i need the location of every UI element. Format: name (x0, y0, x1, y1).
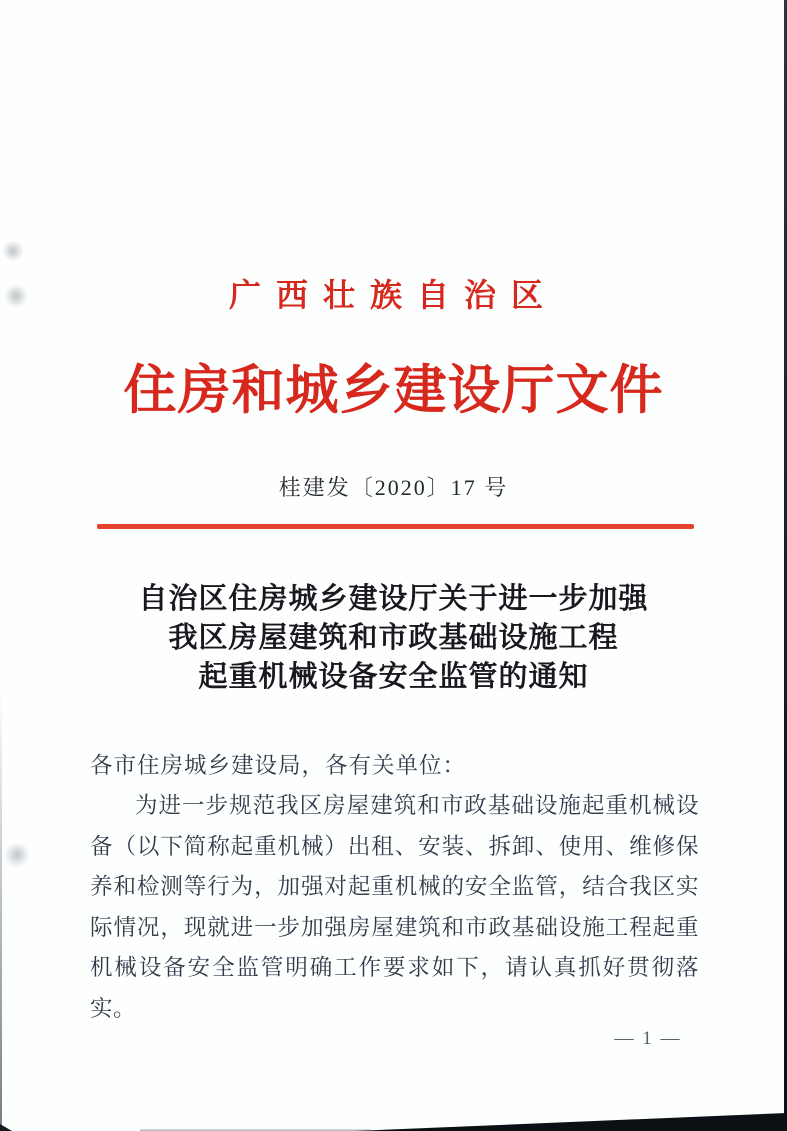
scan-smudge (4, 284, 28, 308)
letterhead-org-title: 住房和城乡建设厅文件 (123, 362, 664, 420)
document-number: 桂建发〔2020〕17 号 (278, 475, 509, 500)
scan-corner-wedge-left (0, 1124, 12, 1131)
body-paragraph: 为进一步规范我区房屋建筑和市政基础设施起重机械设备（以下简称起重机械）出租、安装、拆卸、使用、维修保养和检测等行为，加强对起重机械的安全监管，结合我区实际情况，现就进一步加强房屋建筑和市政基础设施工程起重机械设备安全监管明确工作要求如下，请认真抓好贯彻落实。 (90, 793, 699, 1021)
document-title (0, 580, 787, 697)
salutation-line: 各市住房城乡建设局，各有关单位： (90, 753, 467, 778)
document-title-line-3: 起重机械设备安全监管的通知 (198, 661, 589, 693)
document-title-line-1: 自治区住房城乡建设厅关于进一步加强 (138, 583, 649, 615)
document-title-line-2: 我区房屋建筑和市政基础设施工程 (168, 622, 619, 654)
red-separator-rule (97, 524, 694, 529)
scan-smudge (4, 842, 30, 868)
scan-smudge (2, 240, 24, 262)
page-number: — 1 — (614, 1028, 682, 1049)
scan-corner-wedge (355, 1113, 787, 1131)
scan-bottom-edge-artifact (0, 1107, 787, 1131)
scan-edge-left-artifact (0, 690, 2, 1131)
letterhead-region-name: 广西壮族自治区 (228, 277, 558, 313)
